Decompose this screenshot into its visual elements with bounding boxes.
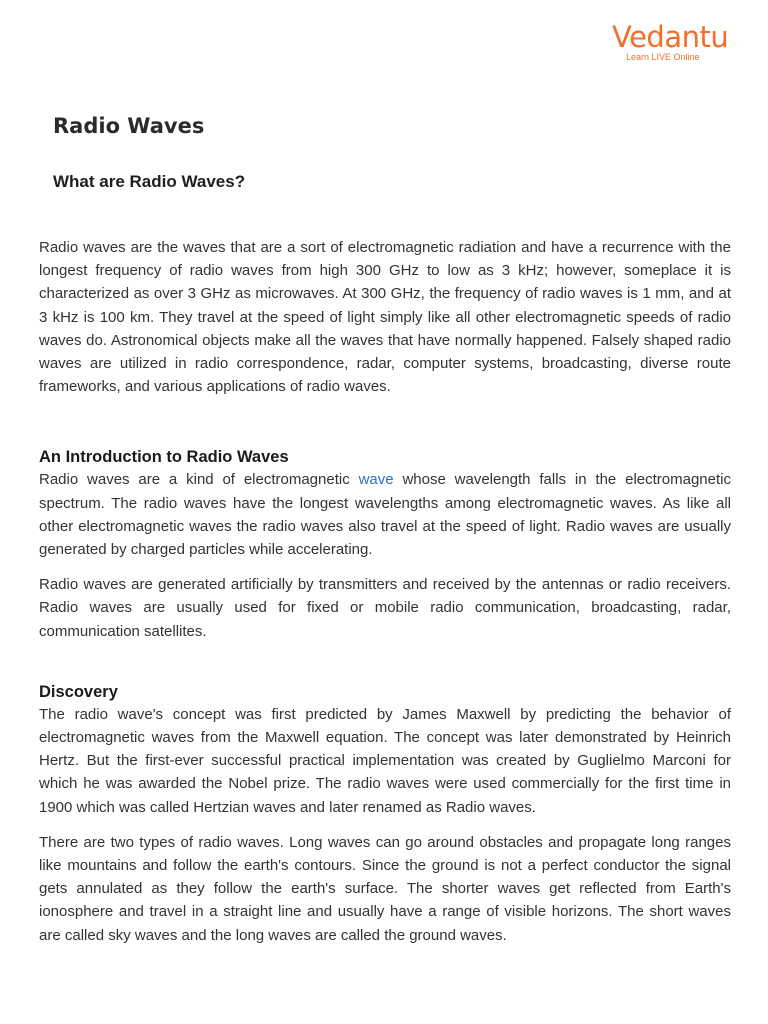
subtitle: What are Radio Waves? (53, 172, 246, 191)
para-text: Radio waves are a kind of electromagnetic (39, 471, 359, 489)
logo-tagline: Learn LIVE Online (626, 52, 700, 62)
intro-paragraph: Radio waves are the waves that are a sort of electromagnetic radiation and have a recurrence with the longest frequency of radio waves from high 300 GHz to low as 3 kHz; however, someplace it is characterized as over 3 GHz as microwaves. At 300 GHz, the frequency of radio waves is 1 mm, and at 3 kHz is 100 km. They travel at the speed of light simply like all other electromagnetic speeds of radio waves do. Astronomical objects make all the waves that have normally happened. Falsely shaped radio waves are utilized in radio correspondence, radar, computer systems, broadcasting, diverse route frameworks, and various applications of radio waves. (39, 239, 731, 396)
para-text: whose wavelength falls in the electromagnetic spectrum. The radio waves have the longest wavelengths among electromagnetic waves. As like all other electromagnetic waves the radio waves also travel at the speed of light. Radio waves are usually generated by charged particles while accelerating. (39, 471, 731, 559)
section-heading-discovery: Discovery (39, 682, 118, 701)
section-heading-introduction: An Introduction to Radio Waves (39, 448, 289, 467)
introduction-paragraph-1 (39, 468, 731, 561)
article-body (39, 236, 731, 947)
page-title: Radio Waves (53, 114, 205, 138)
discovery-paragraph-1: The radio wave's concept was first predicted by James Maxwell by predicting the behavior of electromagnetic waves from the Maxwell equation. The concept was later demonstrated by Heinrich Hertz. But the first-ever successful practical implementation was created by Guglielmo Marconi for which he was awarded the Nobel prize. The radio waves were used commercially for the first time in 1900 which was called Hertzian waves and later renamed as Radio waves. (39, 705, 731, 816)
introduction-paragraph-2: Radio waves are generated artificially by transmitters and received by the antennas or radio receivers. Radio waves are usually used for fixed or mobile radio communication, broadcasting, radar, communication satellites. (39, 576, 731, 640)
vedantu-logo[interactable] (612, 20, 729, 63)
discovery-paragraph-2: There are two types of radio waves. Long waves can go around obstacles and propagate long ranges like mountains and follow the earth's contours. Since the ground is not a perfect conductor the signal gets annulated as they follow the earth's surface. The shorter waves get reflected from Earth's ionosphere and travel in a straight line and usually have a range of visible horizons. The short waves are called sky waves and the long waves are called the ground waves. (39, 833, 731, 944)
logo-wordmark: Vedantu (612, 20, 729, 54)
wave-link[interactable]: wave (358, 471, 394, 489)
